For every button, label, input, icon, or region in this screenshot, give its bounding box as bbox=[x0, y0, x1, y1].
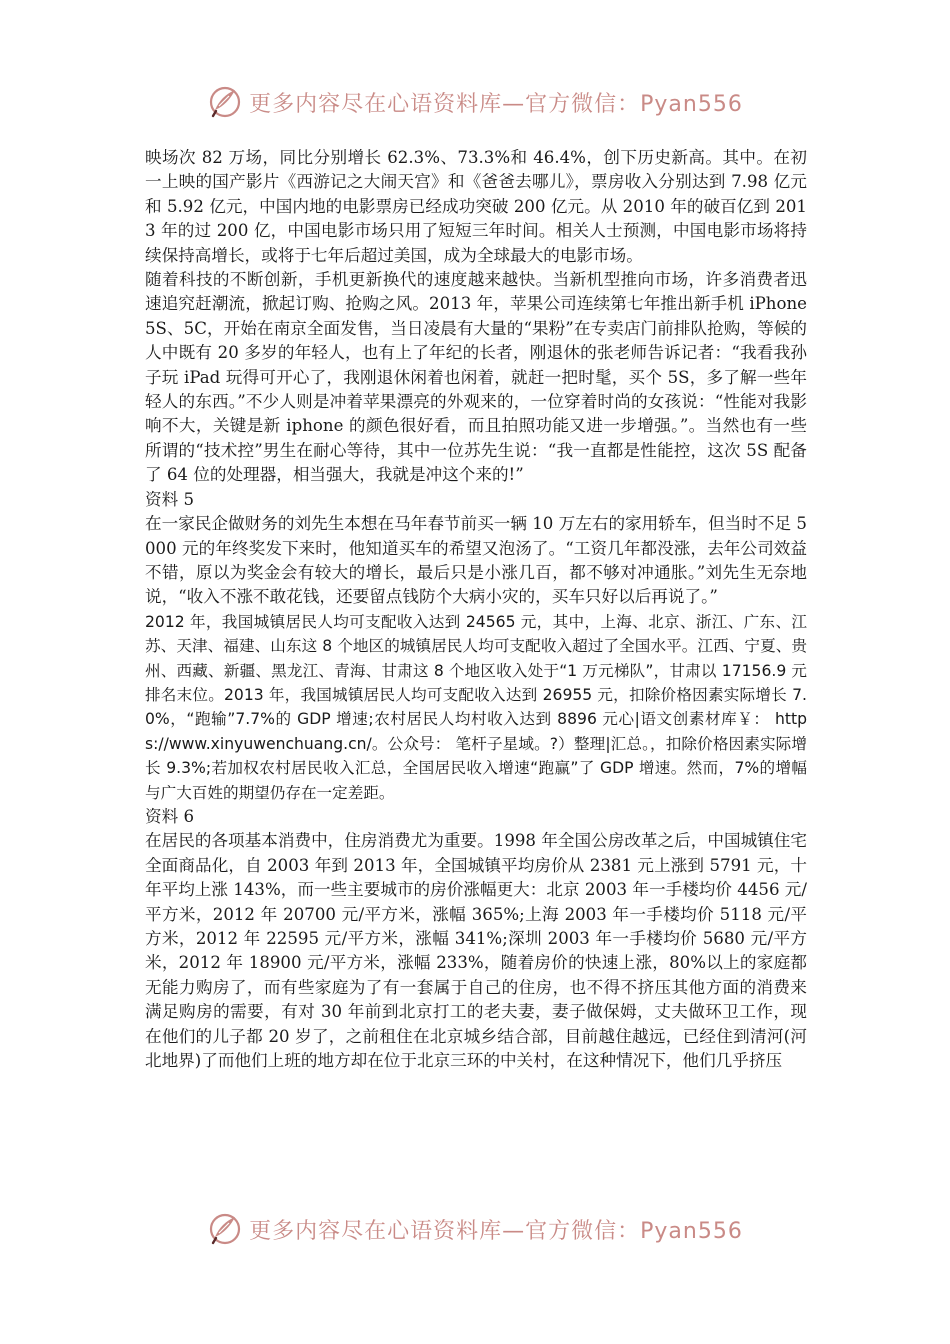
paragraph-film-box-office: 映场次 82 万场，同比分别增长 62.3%、73.3%和 46.4%，创下历史新高。其中。在初一上映的国产影片《西游记之大闹天宫》和《爸爸去哪儿》，票房收入分别达到 7.98 亿元和 5.92 亿元，中国内地的电影票房已经成功突破 200 亿元。从 2010 年的破百亿到 2013 年的过 200 亿，中国电影市场只用了短短三年时间。相关人士预测，中国电影市场将持续保持高增长，或将于七年后超过美国，成为全球最大的电影市场。 bbox=[145, 148, 807, 265]
header-banner bbox=[0, 82, 950, 122]
section-heading-material-6: 资料 6 bbox=[145, 806, 195, 826]
section-heading-material-5: 资料 5 bbox=[145, 489, 195, 509]
paragraph-housing-consumption: 在居民的各项基本消费中，住房消费尤为重要。1998 年全国公房改革之后，中国城镇住宅全面商品化，自 2003 年到 2013 年，全国城镇平均房价从 2381 元上涨到 5791 元，十年平均上涨 143%，而一些主要城市的房价涨幅更大：北京 2003 年一手楼均价 4456 元/平方米，2012 年 20700 元/平方米，涨幅 365%;上海 2003 年一手楼均价 5118 元/平方米，2012 年 22595 元/平方米，涨幅 341%;深圳 2003 年一手楼均价 5680 元/平方米，2012 年 18900 元/平方米，涨幅 233%，随着房价的快速上涨，80%以上的家庭都无能力购房了，而有些家庭为了有一套属于自己的住房，也不得不挤压其他方面的消费来满足购房的需要，有对 30 年前到北京打工的老夫妻，妻子做保姆，丈夫做环卫工作，现在他们的儿子都 20 岁了，之前租住在北京城乡结合部，目前越住越远，已经住到清河(河北地界)了而他们上班的地方却在位于北京三环的中关村，在这种情况下，他们几乎挤压 bbox=[145, 831, 807, 1071]
banner-text: 更多内容尽在心语资料库—官方微信：Pyan556 bbox=[249, 1218, 743, 1244]
paragraph-liu-car-purchase: 在一家民企做财务的刘先生本想在马年春节前买一辆 10 万左右的家用轿车，但当时不足 5000 元的年终奖发下来时，他知道买车的希望又泡汤了。“工资几年都没涨，去年公司效益不错，原以为奖金会有较大的增长，最后只是小涨几百，都不够对冲通胀。”刘先生无奈地说，“收入不涨不敢花钱，还要留点钱防个大病小灾的，买车只好以后再说了。” bbox=[145, 514, 807, 607]
document-body bbox=[145, 146, 807, 1073]
quill-pen-logo-icon bbox=[207, 1211, 243, 1247]
paragraph-iphone-purchase: 随着科技的不断创新，手机更新换代的速度越来越快。当新机型推向市场，许多消费者迅速追究赶潮流，掀起订购、抢购之风。2013 年，苹果公司连续第七年推出新手机 iPhone5S、5C，开始在南京全面发售，当日凌晨有大量的“果粉”在专卖店门前排队抢购，等候的人中既有 20 多岁的年轻人，也有上了年纪的长者，刚退休的张老师告诉记者：“我看我孙子玩 iPad 玩得可开心了，我刚退休闲着也闲着，就赶一把时髦，买个 5S，多了解一些年轻人的东西。”不少人则是冲着苹果漂亮的外观来的，一位穿着时尚的女孩说：“性能对我影响不大，关键是新 iphone 的颜色很好看，而且拍照功能又进一步增强。”。当然也有一些所谓的“技术控”男生在耐心等待，其中一位苏先生说：“我一直都是性能控，这次 5S 配备了 64 位的处理器，相当强大，我就是冲这个来的!” bbox=[145, 270, 807, 485]
footer-banner bbox=[0, 1209, 950, 1249]
banner-text: 更多内容尽在心语资料库—官方微信：Pyan556 bbox=[249, 91, 743, 117]
paragraph-income-statistics: 2012 年，我国城镇居民人均可支配收入达到 24565 元，其中，上海、北京、浙江、广东、江苏、天津、福建、山东这 8 个地区的城镇居民人均可支配收入超过了全国水平。江西、宁夏、贵州、西藏、新疆、黑龙江、青海、甘肃这 8 个地区收入处于“1 万元梯队”，甘肃以 17156.9 元排名末位。2013 年，我国城镇居民人均可支配收入达到 26955 元，扣除价格因素实际增长 7.0%，“跑输”7.7%的 GDP 增速;农村居民人均村收入达到 8896 元心|语文创素材库￥： https://www.xinyuwenchuang.cn/。公众号： 笔杆子星域。?）整理|汇总。，扣除价格因素实际增长 9.3%;若加权农村居民收入汇总，全国居民收入增速“跑赢”了 GDP 增速。然而，7%的增幅与广大百姓的期望仍存在一定差距。 bbox=[145, 612, 807, 802]
quill-pen-logo-icon bbox=[207, 84, 243, 120]
